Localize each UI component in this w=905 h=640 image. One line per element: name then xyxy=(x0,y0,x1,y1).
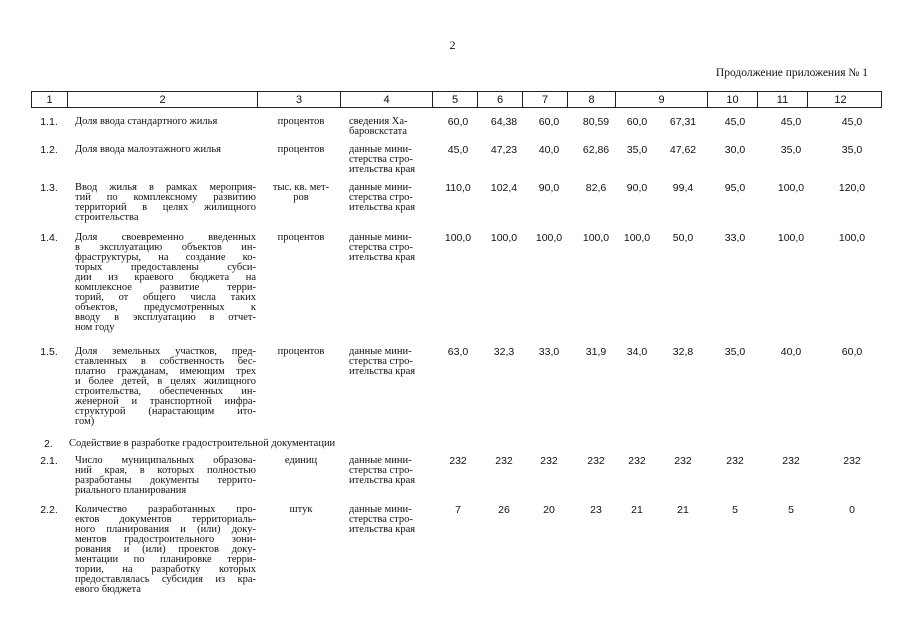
value-col-5: 26 xyxy=(498,504,510,516)
header-cell-8: 8 xyxy=(568,92,616,107)
value-col-9: 21 xyxy=(677,504,689,516)
value-col-6: 60,0 xyxy=(538,116,560,128)
unit-of-measure-line: единиц xyxy=(284,455,318,466)
table-header-row xyxy=(31,91,882,108)
data-source-line: данные мини- xyxy=(349,504,412,515)
value-col-4: 232 xyxy=(449,455,467,467)
indicator-name-line: структурой (нарастающим ито- xyxy=(75,406,256,417)
value-col-10: 35,0 xyxy=(724,346,746,358)
value-col-11: 232 xyxy=(782,455,800,467)
unit-of-measure xyxy=(262,347,340,357)
indicator-name-line: строительства, обеспеченных ин- xyxy=(75,386,256,397)
indicator-name-line: Доля своевременно введенных xyxy=(75,232,256,243)
row-number: 1.1. xyxy=(40,116,58,128)
value-col-12: 232 xyxy=(843,455,861,467)
data-source-line: сведения Ха- xyxy=(349,116,408,127)
value-col-9: 232 xyxy=(674,455,692,467)
value-col-6: 100,0 xyxy=(535,232,563,244)
indicator-name-line: Доля земельных участков, пред- xyxy=(75,346,256,357)
value-col-7: 80,59 xyxy=(582,116,610,128)
value-col-10: 95,0 xyxy=(724,182,746,194)
value-col-5: 47,23 xyxy=(490,144,518,156)
value-col-7: 232 xyxy=(587,455,605,467)
unit-of-measure-line: тыс. кв. мет- xyxy=(272,182,330,193)
header-cell-9: 9 xyxy=(616,92,708,107)
value-col-8: 21 xyxy=(631,504,643,516)
indicator-name-line: Ввод жилья в рамках мероприя- xyxy=(75,182,256,193)
indicator-name xyxy=(75,145,256,155)
value-col-12: 60,0 xyxy=(841,346,863,358)
indicator-name xyxy=(75,183,256,223)
indicator-name-line: Количество разработанных про- xyxy=(75,504,256,515)
value-col-11: 100,0 xyxy=(777,182,805,194)
value-col-10: 30,0 xyxy=(724,144,746,156)
value-col-12: 45,0 xyxy=(841,116,863,128)
value-col-4: 110,0 xyxy=(445,182,471,194)
data-source-line: данные мини- xyxy=(349,182,412,193)
value-col-11: 45,0 xyxy=(780,116,802,128)
data-source xyxy=(349,233,427,263)
unit-of-measure xyxy=(262,505,340,515)
row-number: 1.3. xyxy=(40,182,58,194)
data-source xyxy=(349,183,427,213)
unit-of-measure xyxy=(262,117,340,127)
indicator-name xyxy=(75,456,256,496)
unit-of-measure-line: процентов xyxy=(277,116,325,127)
data-source-line: стерства стро- xyxy=(349,192,413,203)
value-col-6: 33,0 xyxy=(538,346,560,358)
unit-of-measure xyxy=(262,233,340,243)
indicator-name-line: тории, на разработку которых xyxy=(75,564,256,575)
value-col-7: 62,86 xyxy=(582,144,610,156)
unit-of-measure-line: штук xyxy=(289,504,313,515)
indicator-name-line: Число муниципальных образова- xyxy=(75,455,256,466)
indicator-name-line: разработаны документы террито- xyxy=(75,475,256,486)
indicator-name-line: ний края, в которых полностью xyxy=(75,465,256,476)
indicator-name-line: риального планирования xyxy=(75,485,187,496)
value-col-8: 232 xyxy=(628,455,646,467)
indicator-name-line: торых предоставлены субси- xyxy=(75,262,256,273)
data-source xyxy=(349,456,427,486)
indicator-name xyxy=(75,117,256,127)
value-col-10: 45,0 xyxy=(724,116,746,128)
indicator-name-line: и более детей, в целях жилищного xyxy=(75,376,256,387)
row-number: 1.2. xyxy=(40,144,58,156)
value-col-7: 31,9 xyxy=(585,346,607,358)
unit-of-measure-line: процентов xyxy=(277,346,325,357)
value-col-4: 100,0 xyxy=(444,232,472,244)
value-col-5: 64,38 xyxy=(490,116,518,128)
indicator-name-line: Доля ввода стандартного жилья xyxy=(75,116,218,127)
header-cell-4: 4 xyxy=(341,92,433,107)
row-number: 1.4. xyxy=(40,232,58,244)
value-col-9: 67,31 xyxy=(669,116,697,128)
indicator-name-line: ментов градостроительного зони- xyxy=(75,534,256,545)
value-col-11: 35,0 xyxy=(780,144,802,156)
value-col-5: 100,0 xyxy=(490,232,518,244)
unit-of-measure xyxy=(262,183,340,203)
data-source-line: стерства стро- xyxy=(349,356,413,367)
data-source-line: ительства края xyxy=(349,164,416,175)
header-cell-7: 7 xyxy=(523,92,568,107)
value-col-10: 232 xyxy=(726,455,744,467)
indicator-name-line: предоставлялась субсидия из кра- xyxy=(75,574,256,585)
data-source-line: ительства края xyxy=(349,252,416,263)
data-source-line: ительства края xyxy=(349,202,416,213)
indicator-name-line: фраструктуры, на создание ко- xyxy=(75,252,256,263)
indicator-name-line: строительства xyxy=(75,212,139,223)
value-col-5: 32,3 xyxy=(493,346,515,358)
value-col-10: 33,0 xyxy=(724,232,746,244)
indicator-name-line: женерной и транспортной инфра- xyxy=(75,396,256,407)
header-cell-11: 11 xyxy=(758,92,808,107)
data-source-line: ительства края xyxy=(349,475,416,486)
value-col-12: 100,0 xyxy=(838,232,866,244)
data-source-line: стерства стро- xyxy=(349,465,413,476)
value-col-7: 100,0 xyxy=(582,232,610,244)
value-col-12: 0 xyxy=(849,504,855,516)
indicator-name-line: объектов, предусмотренных к xyxy=(75,302,256,313)
value-col-11: 5 xyxy=(788,504,794,516)
data-source-line: данные мини- xyxy=(349,346,412,357)
value-col-6: 232 xyxy=(540,455,558,467)
value-col-8: 90,0 xyxy=(626,182,648,194)
indicator-name xyxy=(75,233,256,333)
row-number: 2.1. xyxy=(40,455,58,467)
value-col-12: 35,0 xyxy=(841,144,863,156)
value-col-11: 40,0 xyxy=(780,346,802,358)
value-col-7: 23 xyxy=(590,504,602,516)
header-cell-1: 1 xyxy=(32,92,68,107)
data-source-line: данные мини- xyxy=(349,232,412,243)
value-col-4: 45,0 xyxy=(447,144,469,156)
data-source-line: данные мини- xyxy=(349,455,412,466)
row-number: 1.5. xyxy=(40,346,58,358)
value-col-10: 5 xyxy=(732,504,738,516)
section-title: Содействие в разработке градостроительной документации xyxy=(69,438,336,449)
unit-of-measure xyxy=(262,145,340,155)
data-source-line: стерства стро- xyxy=(349,514,413,525)
indicator-name-line: рования и (или) проектов доку- xyxy=(75,544,256,555)
indicator-name-line: платно гражданам, имеющим трех xyxy=(75,366,256,377)
value-col-9: 47,62 xyxy=(669,144,697,156)
header-cell-2: 2 xyxy=(68,92,258,107)
value-col-9: 32,8 xyxy=(672,346,694,358)
data-source-line: данные мини- xyxy=(349,144,412,155)
data-source-line: стерства стро- xyxy=(349,154,413,165)
indicator-name-line: ном году xyxy=(75,322,115,333)
value-col-4: 60,0 xyxy=(447,116,469,128)
value-col-6: 90,0 xyxy=(538,182,560,194)
value-col-8: 34,0 xyxy=(626,346,648,358)
value-col-12: 120,0 xyxy=(838,182,866,194)
indicator-name-line: Доля ввода малоэтажного жилья xyxy=(75,144,221,155)
data-source xyxy=(349,117,427,137)
header-cell-3: 3 xyxy=(258,92,341,107)
page-number: 2 xyxy=(449,38,456,52)
indicator-name-line: ного планирования и (или) доку- xyxy=(75,524,256,535)
indicator-name-line: в эксплуатацию объектов ин- xyxy=(75,242,256,253)
value-col-6: 40,0 xyxy=(538,144,560,156)
value-col-4: 63,0 xyxy=(447,346,469,358)
data-source-line: баровскстата xyxy=(349,126,408,137)
indicator-name-line: торий, от общего числа таких xyxy=(75,292,256,303)
indicator-name-line: тий по комплексному развитию xyxy=(75,192,256,203)
data-source-line: стерства стро- xyxy=(349,242,413,253)
indicator-name-line: дии из краевого бюджета на xyxy=(75,272,256,283)
value-col-4: 7 xyxy=(455,504,461,516)
data-source xyxy=(349,145,427,175)
indicator-name xyxy=(75,347,256,427)
value-col-6: 20 xyxy=(543,504,555,516)
value-col-9: 50,0 xyxy=(672,232,694,244)
header-cell-10: 10 xyxy=(708,92,758,107)
indicator-name-line: ментации по планировке терри- xyxy=(75,554,256,565)
unit-of-measure-line: процентов xyxy=(277,144,325,155)
row-number: 2.2. xyxy=(40,504,58,516)
value-col-11: 100,0 xyxy=(777,232,805,244)
indicator-name-line: вводу в эксплуатацию в отчет- xyxy=(75,312,256,323)
indicator-name-line: евого бюджета xyxy=(75,584,141,595)
header-cell-12: 12 xyxy=(834,93,847,106)
value-col-8: 60,0 xyxy=(626,116,648,128)
indicator-name-line: территорий в целях жилищного xyxy=(75,202,256,213)
indicator-name-line: гом) xyxy=(75,416,95,427)
unit-of-measure-line: ров xyxy=(293,192,309,203)
value-col-5: 232 xyxy=(495,455,513,467)
unit-of-measure-line: процентов xyxy=(277,232,325,243)
header-cell-6: 6 xyxy=(478,92,523,107)
unit-of-measure xyxy=(262,456,340,466)
indicator-name-line: ставленных в собственность бес- xyxy=(75,356,256,367)
data-source-line: ительства края xyxy=(349,524,416,535)
value-col-9: 99,4 xyxy=(672,182,694,194)
continuation-caption: Продолжение приложения № 1 xyxy=(715,67,868,79)
value-col-8: 100,0 xyxy=(623,232,651,244)
indicator-name xyxy=(75,505,256,595)
data-source xyxy=(349,505,427,535)
indicator-name-line: комплексное развитие терри- xyxy=(75,282,256,293)
data-source-line: ительства края xyxy=(349,366,416,377)
value-col-7: 82,6 xyxy=(585,182,607,194)
value-col-8: 35,0 xyxy=(626,144,648,156)
section-number: 2. xyxy=(44,438,53,450)
value-col-5: 102,4 xyxy=(490,182,518,194)
indicator-name-line: ектов документов территориаль- xyxy=(75,514,256,525)
header-cell-5: 5 xyxy=(433,92,478,107)
data-source xyxy=(349,347,427,377)
